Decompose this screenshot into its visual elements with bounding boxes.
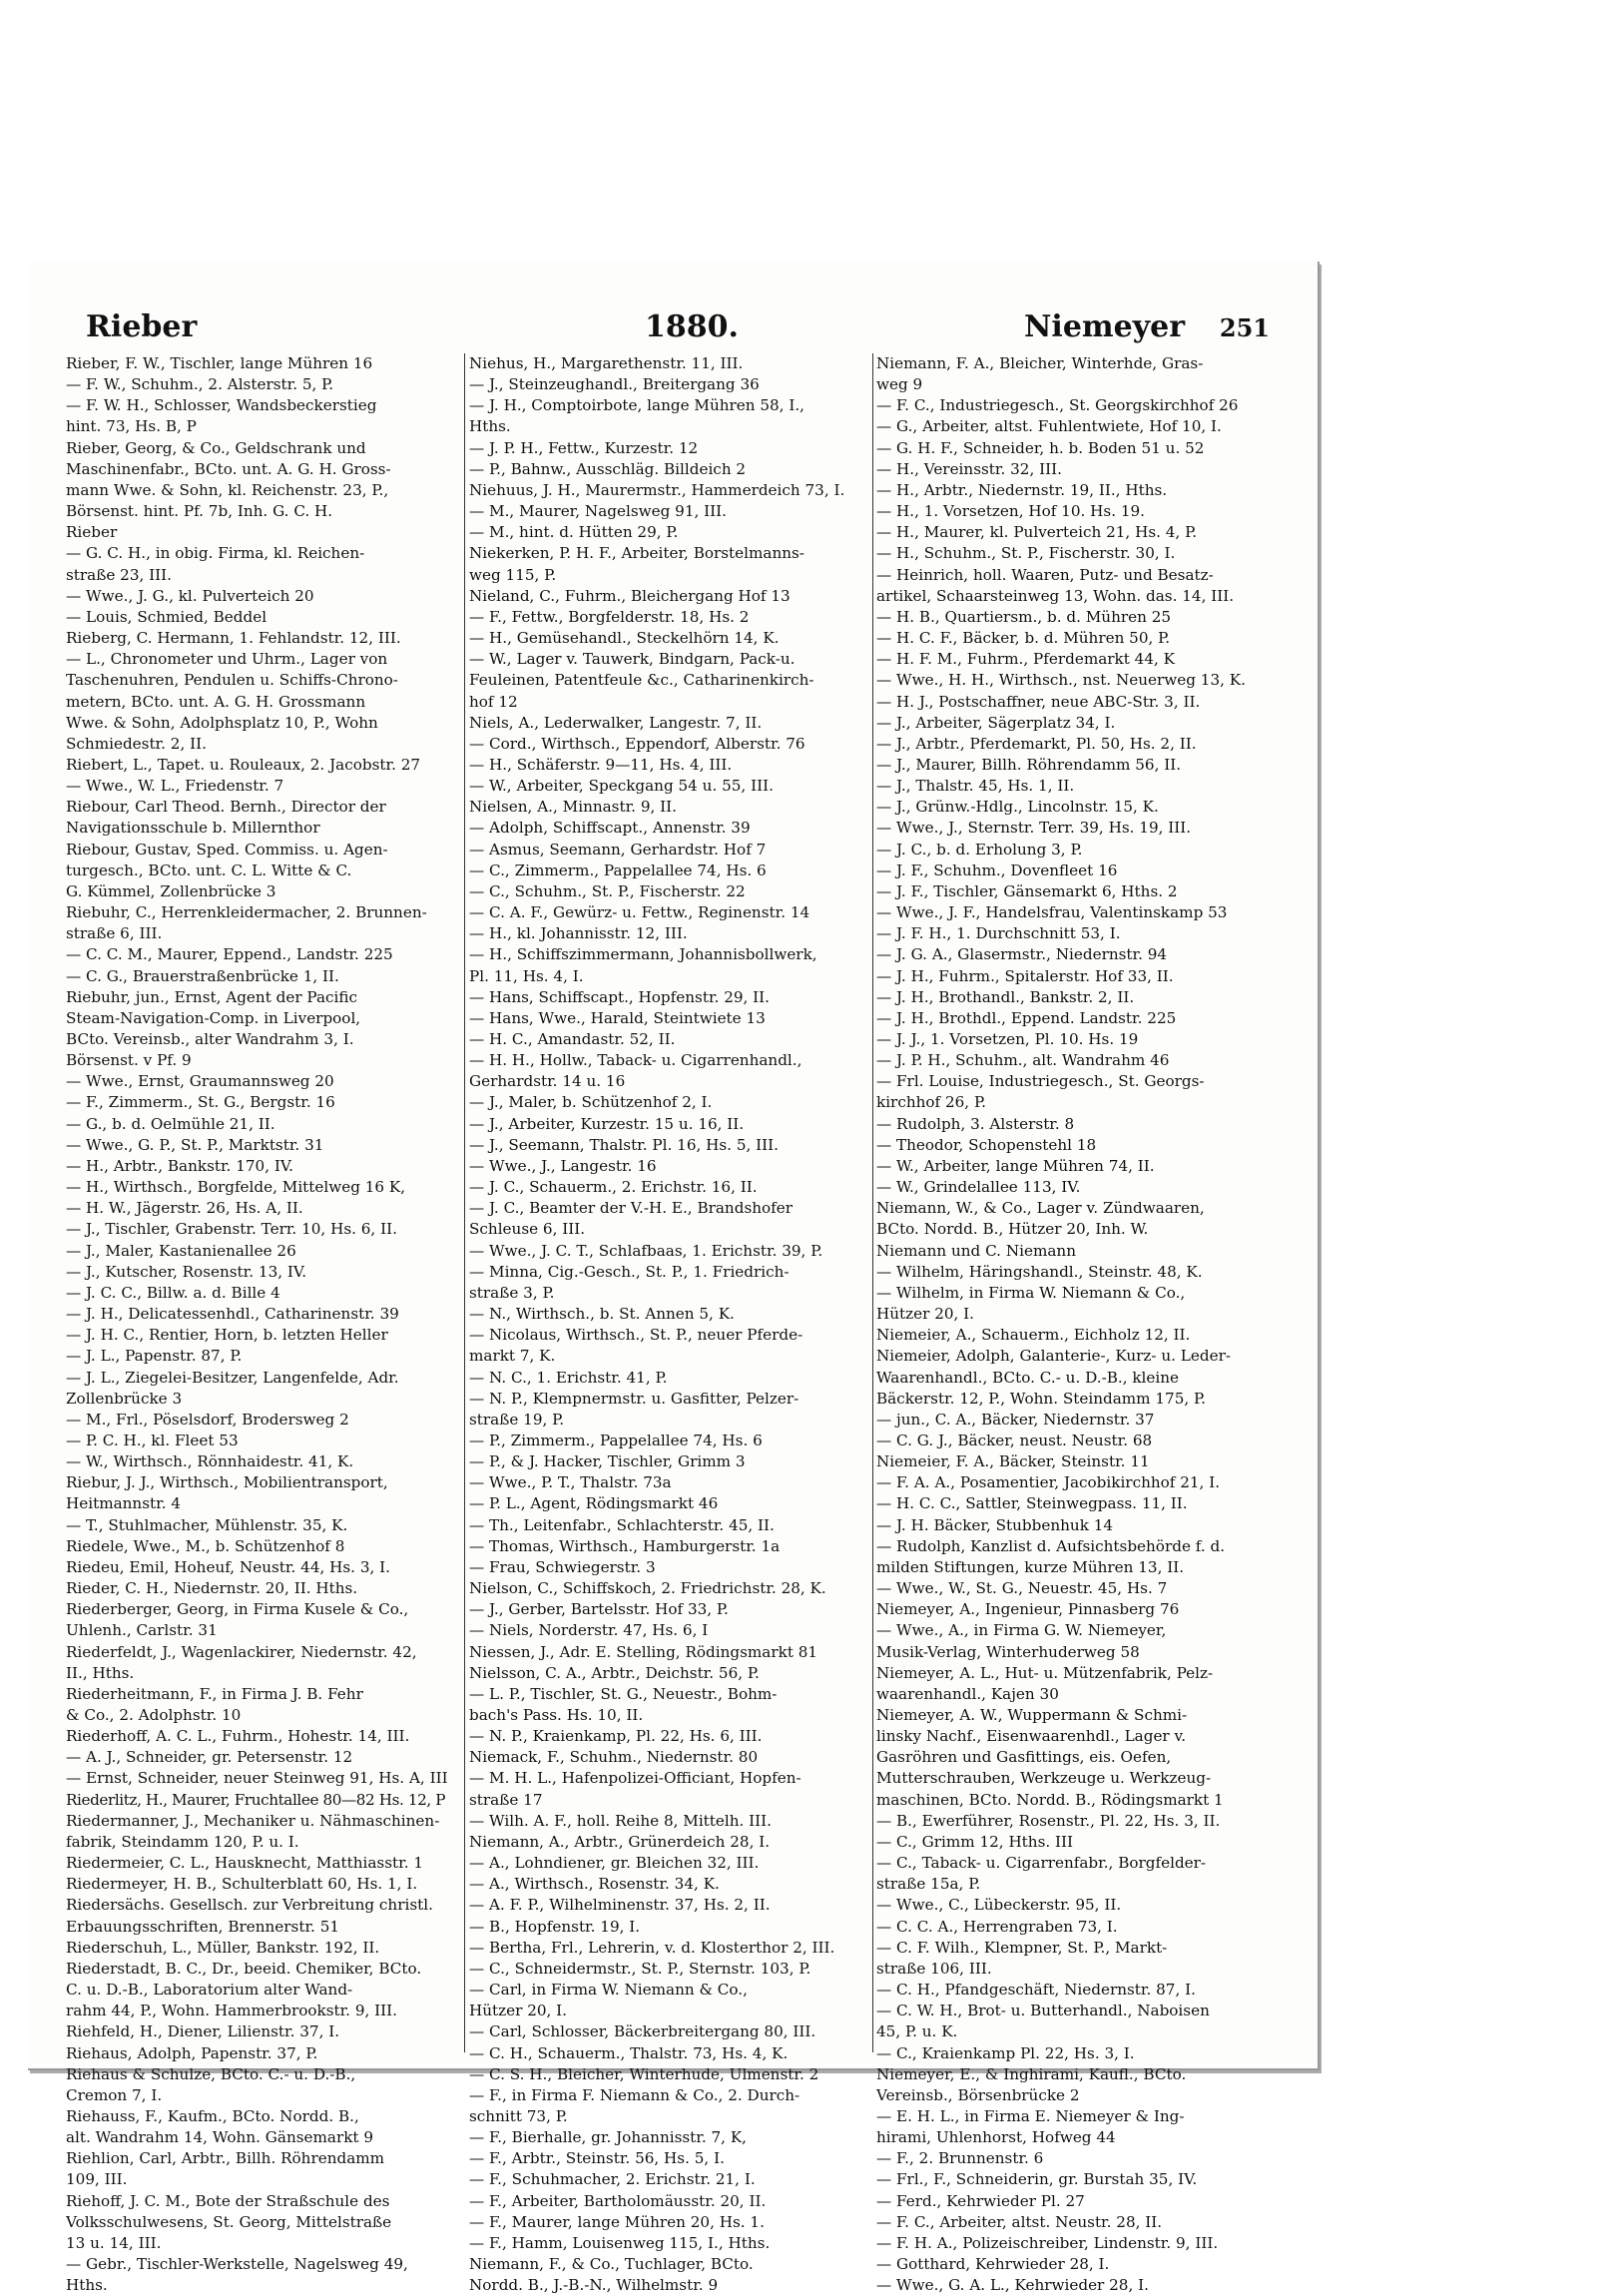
directory-entry-line: Rieber, Georg, & Co., Geldschrank und	[66, 438, 366, 457]
directory-entry-line: Niemeier, F. A., Bäcker, Steinstr. 11	[876, 1452, 1150, 1471]
directory-entry-line: — Wwe., Ernst, Graumannsweg 20	[66, 1072, 334, 1091]
directory-entry-line: Rieber	[66, 523, 118, 542]
directory-entry-line: Niemeyer, A., Ingenieur, Pinnasberg 76	[876, 1600, 1180, 1619]
directory-entry-line: Maschinenfabr., BCto. unt. A. G. H. Gross-	[66, 459, 391, 478]
directory-entry-line: Börsenst. v Pf. 9	[66, 1051, 192, 1070]
directory-entry-line: waarenhandl., Kajen 30	[876, 1684, 1059, 1703]
directory-entry-line: schnitt 73, P.	[469, 2106, 568, 2125]
directory-entry-line: — H., 1. Vorsetzen, Hof 10. Hs. 19.	[876, 502, 1146, 521]
directory-entry-line: Musik-Verlag, Winterhuderweg 58	[876, 1642, 1140, 1661]
directory-entry-line: — W., Arbeiter, Speckgang 54 u. 55, III.	[469, 777, 774, 796]
directory-entry-line: — J., Gerber, Bartelsstr. Hof 33, P.	[469, 1600, 729, 1619]
directory-entry-line: Heitmannstr. 4	[66, 1494, 182, 1513]
directory-entry-line: — Carl, Schlosser, Bäckerbreitergang 80, III.	[469, 2022, 816, 2041]
directory-entry-line: Riedele, Wwe., M., b. Schützenhof 8	[66, 1536, 345, 1555]
directory-entry-line: — J., Tischler, Grabenstr. Terr. 10, Hs. 6, II.	[66, 1220, 397, 1239]
directory-entry-line: Niemeyer, A. W., Wuppermann & Schmi-	[876, 1706, 1188, 1724]
header-left-guide-word: Rieber	[86, 309, 198, 344]
directory-entry-line: Vereinsb., Börsenbrücke 2	[876, 2085, 1080, 2104]
directory-entry-line: — Ferd., Kehrwieder Pl. 27	[876, 2191, 1085, 2210]
directory-entry-line: — H. J., Postschaffner, neue ABC-Str. 3, II.	[876, 692, 1201, 711]
directory-page	[28, 262, 1320, 2295]
directory-entry-line: — M., Frl., Pöselsdorf, Brodersweg 2	[66, 1410, 349, 1429]
directory-entry-line: turgesch., BCto. unt. C. L. Witte & C.	[66, 861, 352, 879]
directory-entry-line: — Frl. Louise, Industriegesch., St. Georgs-	[876, 1072, 1205, 1091]
directory-entry-line: 13 u. 14, III.	[66, 2233, 162, 2252]
directory-entry-line: Navigationsschule b. Millernthor	[66, 819, 320, 838]
directory-entry-line: — J., Thalstr. 45, Hs. 1, II.	[876, 777, 1075, 796]
directory-entry-line: Riebour, Carl Theod. Bernh., Director der	[66, 798, 386, 817]
directory-entry-line: C. u. D.-B., Laboratorium alter Wand-	[66, 1981, 353, 2000]
directory-entry-line: Riederlitz, H., Maurer, Fruchtallee 80—82 Hs. 12, P	[66, 1790, 446, 1809]
column-divider	[872, 353, 873, 2052]
directory-entry-line: straße 19, P.	[469, 1410, 565, 1429]
directory-entry-line: — B., Ewerführer, Rosenstr., Pl. 22, Hs. 3, II.	[876, 1811, 1221, 1830]
directory-entry-line: — C. S. H., Bleicher, Winterhude, Ulmenstr. 2	[469, 2064, 819, 2083]
directory-entry-line: Niemann, A., Arbtr., Grünerdeich 28, I.	[469, 1832, 771, 1851]
directory-entry-line: — Gotthard, Kehrwieder 28, I.	[876, 2255, 1110, 2274]
page-header	[76, 309, 1270, 345]
directory-entry-line: — J. F. H., 1. Durchschnitt 53, I.	[876, 924, 1121, 943]
directory-entry-line: — F. W. H., Schlosser, Wandsbeckerstieg	[66, 396, 377, 415]
directory-entry-line: BCto. Nordd. B., Hützer 20, Inh. W.	[876, 1220, 1149, 1239]
directory-entry-line: — P., Zimmerm., Pappelallee 74, Hs. 6	[469, 1431, 763, 1449]
directory-entry-line: — H., Schuhm., St. P., Fischerstr. 30, I.	[876, 544, 1176, 563]
directory-entry-line: — J., Seemann, Thalstr. Pl. 16, Hs. 5, III.	[469, 1135, 779, 1154]
directory-entry-line: — Wilhelm, Häringshandl., Steinstr. 48, K.	[876, 1262, 1203, 1281]
directory-entry-line: metern, BCto. unt. A. G. H. Grossmann	[66, 692, 366, 711]
directory-entry-line: G. Kümmel, Zollenbrücke 3	[66, 881, 276, 900]
directory-entry-line: — Wwe., P. T., Thalstr. 73a	[469, 1473, 672, 1492]
directory-entry-line: — C., Grimm 12, Hths. III	[876, 1832, 1074, 1851]
directory-entry-line: Schmiedestr. 2, II.	[66, 734, 207, 753]
directory-entry-line: — J. P. H., Schuhm., alt. Wandrahm 46	[876, 1051, 1170, 1070]
directory-entry-line: — W., Grindelallee 113, IV.	[876, 1178, 1081, 1197]
directory-entry-line: — J. L., Papenstr. 87, P.	[66, 1347, 243, 1366]
directory-entry-line: Niekerken, P. H. F., Arbeiter, Borstelmanns-	[469, 544, 804, 563]
directory-entry-line: — Th., Leitenfabr., Schlachterstr. 45, II.	[469, 1515, 775, 1534]
directory-entry-line: — M., hint. d. Hütten 29, P.	[469, 523, 679, 542]
directory-entry-line: Gerhardstr. 14 u. 16	[469, 1072, 626, 1091]
directory-entry-line: — Wwe., J., Sternstr. Terr. 39, Hs. 19, III.	[876, 819, 1192, 838]
directory-entry-line: — J. C., b. d. Erholung 3, P.	[876, 840, 1083, 859]
directory-entry-line: Wwe. & Sohn, Adolphsplatz 10, P., Wohn	[66, 713, 378, 732]
directory-entry-line: — J. H., Brothandl., Bankstr. 2, II.	[876, 987, 1135, 1006]
directory-entry-line: hirami, Uhlenhorst, Hofweg 44	[876, 2128, 1116, 2147]
directory-entry-line: Riebuhr, C., Herrenkleidermacher, 2. Brunnen-	[66, 903, 427, 922]
directory-entry-line: straße 3, P.	[469, 1283, 555, 1302]
directory-entry-line: — J. C. C., Billw. a. d. Bille 4	[66, 1283, 280, 1302]
directory-entry-line: Niessen, J., Adr. E. Stelling, Rödingsmarkt 81	[469, 1642, 818, 1661]
directory-entry-line: Riederberger, Georg, in Firma Kusele & Co.,	[66, 1600, 409, 1619]
directory-entry-line: Riederheitmann, F., in Firma J. B. Fehr	[66, 1684, 363, 1703]
directory-entry-line: — C., Schneidermstr., St. P., Sternstr. 103, P.	[469, 1959, 811, 1978]
directory-entry-line: — Wwe., W., St. G., Neuestr. 45, Hs. 7	[876, 1579, 1168, 1598]
directory-entry-line: weg 115, P.	[469, 565, 557, 584]
directory-entry-line: — Rudolph, 3. Alsterstr. 8	[876, 1114, 1075, 1133]
directory-entry-line: — P. C. H., kl. Fleet 53	[66, 1431, 239, 1449]
directory-entry-line: Nordd. B., J.-B.-N., Wilhelmstr. 9	[469, 2276, 719, 2295]
directory-entry-line: — A., Lohndiener, gr. Bleichen 32, III.	[469, 1854, 760, 1873]
directory-entry-line: — H. H., Hollw., Taback- u. Cigarrenhandl.,	[469, 1051, 802, 1070]
directory-entry-line: — G. C. H., in obig. Firma, kl. Reichen-	[66, 544, 365, 563]
directory-entry-line: Riedermeier, C. L., Hausknecht, Matthiasstr. 1	[66, 1854, 424, 1873]
directory-entry-line: artikel, Schaarsteinweg 13, Wohn. das. 14, III.	[876, 586, 1235, 605]
directory-entry-line: — W., Lager v. Tauwerk, Bindgarn, Pack-u.	[469, 650, 796, 669]
directory-entry-line: Cremon 7, I.	[66, 2085, 163, 2104]
directory-entry-line: — C., Kraienkamp Pl. 22, Hs. 3, I.	[876, 2043, 1135, 2062]
directory-entry-line: — P. L., Agent, Rödingsmarkt 46	[469, 1494, 719, 1513]
column-2	[469, 353, 868, 2296]
directory-entry-line: — Thomas, Wirthsch., Hamburgerstr. 1a	[469, 1536, 781, 1555]
directory-entry-line: — A. J., Schneider, gr. Petersenstr. 12	[66, 1748, 353, 1767]
directory-entry-line: Niels, A., Lederwalker, Langestr. 7, II.	[469, 713, 763, 732]
directory-entry-line: straße 15a, P.	[876, 1875, 981, 1894]
directory-entry-line: Riedermanner, J., Mechaniker u. Nähmaschinen-	[66, 1811, 440, 1830]
directory-entry-line: markt 7, K.	[469, 1347, 556, 1366]
directory-entry-line: hint. 73, Hs. B, P	[66, 417, 197, 436]
directory-entry-line: — Frau, Schwiegerstr. 3	[469, 1557, 656, 1576]
directory-entry-line: — M. H. L., Hafenpolizei-Officiant, Hopfen-	[469, 1769, 801, 1788]
directory-entry-line: — C. A. F., Gewürz- u. Fettw., Reginenstr. 14	[469, 903, 810, 922]
directory-entry-line: Uhlenh., Carlstr. 31	[66, 1621, 218, 1640]
directory-entry-line: — Rudolph, Kanzlist d. Aufsichtsbehörde f. d.	[876, 1536, 1226, 1555]
directory-entry-line: — Wwe., G. P., St. P., Marktstr. 31	[66, 1135, 324, 1154]
directory-entry-line: kirchhof 26, P.	[876, 1093, 986, 1112]
directory-entry-line: — G., b. d. Oelmühle 21, II.	[66, 1114, 275, 1133]
directory-entry-line: Riehoff, J. C. M., Bote der Straßschule des	[66, 2191, 390, 2210]
directory-entry-line: — J. F., Tischler, Gänsemarkt 6, Hths. 2	[876, 881, 1178, 900]
directory-entry-line: Riedeu, Emil, Hoheuf, Neustr. 44, Hs. 3, I.	[66, 1557, 390, 1576]
directory-entry-line: Zollenbrücke 3	[66, 1389, 183, 1408]
directory-entry-line: — J. C., Schauerm., 2. Erichstr. 16, II.	[469, 1178, 758, 1197]
directory-entry-line: — J., Arbeiter, Sägerplatz 34, I.	[876, 713, 1116, 732]
directory-entry-line: — G., Arbeiter, altst. Fuhlentwiete, Hof 10, I.	[876, 417, 1222, 436]
directory-entry-line: Niemeyer, E., & Inghirami, Kaufl., BCto.	[876, 2064, 1187, 2083]
directory-entry-line: Taschenuhren, Pendulen u. Schiffs-Chrono-	[66, 671, 398, 690]
directory-entry-line: straße 23, III.	[66, 565, 172, 584]
directory-entry-line: Riehaus, Adolph, Papenstr. 37, P.	[66, 2043, 318, 2062]
directory-entry-line: — H. W., Jägerstr. 26, Hs. A, II.	[66, 1199, 303, 1218]
directory-entry-line: weg 9	[876, 375, 923, 394]
directory-entry-line: — F., Maurer, lange Mühren 20, Hs. 1.	[469, 2212, 765, 2231]
directory-entry-line: — Theodor, Schopenstehl 18	[876, 1135, 1097, 1154]
column-1	[66, 353, 460, 2296]
directory-entry-line: — Wwe., C., Lübeckerstr. 95, II.	[876, 1896, 1122, 1915]
directory-entry-line: Niemann, F., & Co., Tuchlager, BCto.	[469, 2255, 754, 2274]
directory-entry-line: rahm 44, P., Wohn. Hammerbrookstr. 9, III.	[66, 2002, 397, 2020]
directory-entry-line: — Wwe., J. F., Handelsfrau, Valentinskamp 53	[876, 903, 1228, 922]
directory-entry-line: Niemack, F., Schuhm., Niedernstr. 80	[469, 1748, 759, 1767]
directory-entry-line: Nielson, C., Schiffskoch, 2. Friedrichstr. 28, K.	[469, 1579, 826, 1598]
directory-entry-line: Hths.	[66, 2276, 108, 2295]
directory-entry-line: II., Hths.	[66, 1663, 135, 1682]
directory-entry-line: Niemann, W., & Co., Lager v. Zündwaaren,	[876, 1199, 1205, 1218]
directory-entry-line: Riedermeyer, H. B., Schulterblatt 60, Hs. 1, I.	[66, 1875, 418, 1894]
directory-entry-line: fabrik, Steindamm 120, P. u. I.	[66, 1832, 299, 1851]
directory-entry-line: — C. H., Schauerm., Thalstr. 73, Hs. 4, K.	[469, 2043, 789, 2062]
directory-entry-line: — N. C., 1. Erichstr. 41, P.	[469, 1368, 668, 1387]
directory-entry-line: Nielsen, A., Minnastr. 9, II.	[469, 798, 677, 817]
directory-entry-line: — F., Bierhalle, gr. Johannisstr. 7, K,	[469, 2128, 748, 2147]
directory-entry-line: — Gebr., Tischler-Werkstelle, Nagelsweg 49,	[66, 2255, 408, 2274]
directory-entry-line: maschinen, BCto. Nordd. B., Rödingsmarkt 1	[876, 1790, 1224, 1809]
directory-entry-line: — Carl, in Firma W. Niemann & Co.,	[469, 1981, 748, 2000]
directory-entry-line: — Hans, Wwe., Harald, Steintwiete 13	[469, 1008, 766, 1027]
directory-entry-line: — G. H. F., Schneider, h. b. Boden 51 u. 52	[876, 438, 1205, 457]
directory-entry-line: — C. F. Wilh., Klempner, St. P., Markt-	[876, 1938, 1168, 1957]
directory-entry-line: — M., Maurer, Nagelsweg 91, III.	[469, 502, 727, 521]
directory-entry-line: — J. L., Ziegelei-Besitzer, Langenfelde, Adr.	[66, 1368, 399, 1387]
directory-entry-line: Riebuhr, jun., Ernst, Agent der Pacific	[66, 987, 358, 1006]
directory-entry-line: — H., Vereinsstr. 32, III.	[876, 459, 1062, 478]
directory-entry-line: — T., Stuhlmacher, Mühlenstr. 35, K.	[66, 1515, 348, 1534]
directory-entry-line: — H., kl. Johannisstr. 12, III.	[469, 924, 688, 943]
directory-entry-line: — J., Arbeiter, Kurzestr. 15 u. 16, II.	[469, 1114, 745, 1133]
directory-entry-line: Riederschuh, L., Müller, Bankstr. 192, II.	[66, 1938, 380, 1957]
directory-entry-line: — J., Kutscher, Rosenstr. 13, IV.	[66, 1262, 307, 1281]
directory-entry-line: Pl. 11, Hs. 4, I.	[469, 966, 584, 985]
header-right-guide-word: Niemeyer	[1024, 309, 1186, 344]
directory-entry-line: Riehfeld, H., Diener, Lilienstr. 37, I.	[66, 2022, 340, 2041]
directory-entry-line: — F., Schuhmacher, 2. Erichstr. 21, I.	[469, 2170, 756, 2189]
directory-entry-line: — N. P., Klempnermstr. u. Gasfitter, Pelzer-	[469, 1389, 799, 1408]
directory-entry-line: Nieland, C., Fuhrm., Bleichergang Hof 13	[469, 586, 791, 605]
directory-entry-line: — P., & J. Hacker, Tischler, Grimm 3	[469, 1452, 746, 1471]
directory-entry-line: — C. C. M., Maurer, Eppend., Landstr. 225	[66, 945, 393, 964]
directory-entry-line: Rieberg, C. Hermann, 1. Fehlandstr. 12, III.	[66, 629, 401, 648]
directory-entry-line: — W., Arbeiter, lange Mühren 74, II.	[876, 1156, 1155, 1175]
column-divider	[464, 353, 465, 2052]
directory-entry-line: Niehus, H., Margarethenstr. 11, III.	[469, 354, 744, 372]
directory-entry-line: — P., Bahnw., Ausschläg. Billdeich 2	[469, 459, 747, 478]
directory-entry-line: Riebert, L., Tapet. u. Rouleaux, 2. Jacobstr. 27	[66, 755, 421, 774]
directory-entry-line: — J., Grünw.-Hdlg., Lincolnstr. 15, K.	[876, 798, 1159, 817]
directory-entry-line: Riehauss, F., Kaufm., BCto. Nordd. B.,	[66, 2106, 359, 2125]
directory-entry-line: — N. P., Kraienkamp, Pl. 22, Hs. 6, III.	[469, 1727, 763, 1746]
directory-entry-line: Mutterschrauben, Werkzeuge u. Werkzeug-	[876, 1769, 1212, 1788]
directory-entry-line: BCto. Vereinsb., alter Wandrahm 3, I.	[66, 1030, 354, 1048]
directory-entry-line: — Wwe., A., in Firma G. W. Niemeyer,	[876, 1621, 1167, 1640]
directory-entry-line: Riebour, Gustav, Sped. Commiss. u. Agen-	[66, 840, 388, 859]
directory-entry-line: Niemeyer, A. L., Hut- u. Mützenfabrik, Pelz-	[876, 1663, 1214, 1682]
directory-entry-line: — C. W. H., Brot- u. Butterhandl., Naboisen	[876, 2002, 1210, 2020]
directory-entry-line: Erbauungsschriften, Brennerstr. 51	[66, 1917, 340, 1936]
directory-entry-line: — jun., C. A., Bäcker, Niedernstr. 37	[876, 1410, 1155, 1429]
directory-entry-line: bach's Pass. Hs. 10, II.	[469, 1706, 644, 1724]
directory-entry-line: — F., Hamm, Louisenweg 115, I., Hths.	[469, 2233, 771, 2252]
directory-entry-line: — C., Taback- u. Cigarrenfabr., Borgfelder-	[876, 1854, 1207, 1873]
directory-entry-line: Hths.	[469, 417, 511, 436]
directory-entry-line: — F., Arbeiter, Bartholomäusstr. 20, II.	[469, 2191, 767, 2210]
directory-entry-line: — H., Wirthsch., Borgfelde, Mittelweg 16 K,	[66, 1178, 406, 1197]
directory-entry-line: Bäckerstr. 12, P., Wohn. Steindamm 175, P.	[876, 1389, 1207, 1408]
directory-entry-line: — C. G. J., Bäcker, neust. Neustr. 68	[876, 1431, 1153, 1449]
directory-entry-line: — H. F. M., Fuhrm., Pferdemarkt 44, K	[876, 650, 1175, 669]
directory-entry-line: Börsenst. hint. Pf. 7b, Inh. G. C. H.	[66, 502, 333, 521]
directory-entry-line: — F., 2. Brunnenstr. 6	[876, 2149, 1044, 2168]
directory-entry-line: straße 106, III.	[876, 1959, 992, 1978]
directory-entry-line: — J. H., Delicatessenhdl., Catharinenstr. 39	[66, 1305, 399, 1324]
directory-entry-line: Rieber, F. W., Tischler, lange Mühren 16	[66, 354, 373, 372]
directory-entry-line: — Bertha, Frl., Lehrerin, v. d. Klosterthor 2, III.	[469, 1938, 835, 1957]
directory-entry-line: — Heinrich, holl. Waaren, Putz- und Besatz-	[876, 565, 1214, 584]
directory-entry-line: — J., Maurer, Billh. Röhrendamm 56, II.	[876, 755, 1182, 774]
directory-entry-line: — N., Wirthsch., b. St. Annen 5, K.	[469, 1305, 735, 1324]
directory-entry-line: — J. P. H., Fettw., Kurzestr. 12	[469, 438, 699, 457]
directory-entry-line: — Wwe., H. H., Wirthsch., nst. Neuerweg 13, K.	[876, 671, 1246, 690]
directory-entry-line: 109, III.	[66, 2170, 128, 2189]
directory-entry-line: — Asmus, Seemann, Gerhardstr. Hof 7	[469, 840, 767, 859]
directory-entry-line: — H., Gemüsehandl., Steckelhörn 14, K.	[469, 629, 780, 648]
directory-entry-line: Nielsson, C. A., Arbtr., Deichstr. 56, P.	[469, 1663, 760, 1682]
directory-entry-line: Riehlion, Carl, Arbtr., Billh. Röhrendamm	[66, 2149, 385, 2168]
directory-entry-line: Hützer 20, I.	[876, 1305, 975, 1324]
directory-entry-line: Riederfeldt, J., Wagenlackirer, Niedernstr. 42,	[66, 1642, 417, 1661]
directory-entry-line: Riederstadt, B. C., Dr., beeid. Chemiker, BCto.	[66, 1959, 422, 1978]
directory-entry-line: — F., Fettw., Borgfelderstr. 18, Hs. 2	[469, 607, 750, 626]
directory-entry-line: — W., Wirthsch., Rönnhaidestr. 41, K.	[66, 1452, 354, 1471]
directory-entry-line: — J. J., 1. Vorsetzen, Pl. 10. Hs. 19	[876, 1030, 1139, 1048]
directory-entry-line: — J., Maler, b. Schützenhof 2, I.	[469, 1093, 713, 1112]
page-number: 251	[1219, 313, 1270, 342]
directory-entry-line: Rieder, C. H., Niedernstr. 20, II. Hths.	[66, 1579, 358, 1598]
directory-entry-line: — C., Schuhm., St. P., Fischerstr. 22	[469, 881, 746, 900]
directory-entry-line: — J. H., Brothdl., Eppend. Landstr. 225	[876, 1008, 1177, 1027]
directory-entry-line: — J. F., Schuhm., Dovenfleet 16	[876, 861, 1118, 879]
directory-entry-line: mann Wwe. & Sohn, kl. Reichenstr. 23, P.,	[66, 480, 389, 499]
directory-entry-line: — L. P., Tischler, St. G., Neuestr., Bohm-	[469, 1684, 778, 1703]
directory-entry-line: straße 6, III.	[66, 924, 163, 943]
directory-entry-line: Volksschulwesens, St. Georg, Mittelstraße	[66, 2212, 392, 2231]
directory-entry-line: Niehuus, J. H., Maurermstr., Hammerdeich 73, I.	[469, 480, 845, 499]
directory-entry-line: Gasröhren und Gasfittings, eis. Oefen,	[876, 1748, 1172, 1767]
column-3	[876, 353, 1278, 2296]
directory-entry-line: Schleuse 6, III.	[469, 1220, 586, 1239]
directory-entry-line: — Wwe., W. L., Friedenstr. 7	[66, 777, 284, 796]
directory-entry-line: Riederhoff, A. C. L., Fuhrm., Hohestr. 14, III.	[66, 1727, 410, 1746]
directory-entry-line: 45, P. u. K.	[876, 2022, 958, 2041]
directory-entry-line: — Wilhelm, in Firma W. Niemann & Co.,	[876, 1283, 1186, 1302]
directory-entry-line: — B., Hopfenstr. 19, I.	[469, 1917, 641, 1936]
directory-entry-line: Feuleinen, Patentfeule &c., Catharinenkirch-	[469, 671, 814, 690]
directory-entry-line: — A., Wirthsch., Rosenstr. 34, K.	[469, 1875, 720, 1894]
directory-entry-line: Niemeier, A., Schauerm., Eichholz 12, II.	[876, 1326, 1191, 1345]
directory-entry-line: Steam-Navigation-Comp. in Liverpool,	[66, 1008, 361, 1027]
directory-entry-line: — F. W., Schuhm., 2. Alsterstr. 5, P.	[66, 375, 334, 394]
directory-entry-line: — J., Steinzeughandl., Breitergang 36	[469, 375, 760, 394]
directory-entry-line: — Wilh. A. F., holl. Reihe 8, Mittelh. III.	[469, 1811, 772, 1830]
directory-entry-line: — Frl., F., Schneiderin, gr. Burstah 35, IV.	[876, 2170, 1198, 2189]
directory-entry-line: Waarenhandl., BCto. C.- u. D.-B., kleine	[876, 1368, 1180, 1387]
directory-entry-line: & Co., 2. Adolphstr. 10	[66, 1706, 242, 1724]
directory-entry-line: — J. H. C., Rentier, Horn, b. letzten Heller	[66, 1326, 388, 1345]
directory-entry-line: Niemeier, Adolph, Galanterie-, Kurz- u. Leder-	[876, 1347, 1231, 1366]
directory-entry-line: — L., Chronometer und Uhrm., Lager von	[66, 650, 388, 669]
directory-entry-line: — C., Zimmerm., Pappelallee 74, Hs. 6	[469, 861, 767, 879]
directory-entry-line: — Minna, Cig.-Gesch., St. P., 1. Friedrich-	[469, 1262, 790, 1281]
directory-entry-line: alt. Wandrahm 14, Wohn. Gänsemarkt 9	[66, 2128, 374, 2147]
directory-entry-line: Hützer 20, I.	[469, 2002, 568, 2020]
directory-entry-line: — C. C. A., Herrengraben 73, I.	[876, 1917, 1118, 1936]
directory-entry-line: linsky Nachf., Eisenwaarenhdl., Lager v.	[876, 1727, 1187, 1746]
directory-entry-line: Riehaus & Schulze, BCto. C.- u. D.-B.,	[66, 2064, 356, 2083]
directory-entry-line: — A. F. P., Wilhelminenstr. 37, Hs. 2, II.	[469, 1896, 771, 1915]
directory-entry-line: — Wwe., J., Langestr. 16	[469, 1156, 657, 1175]
directory-entry-line: — Niels, Norderstr. 47, Hs. 6, I	[469, 1621, 709, 1640]
directory-entry-line: — J. H., Fuhrm., Spitalerstr. Hof 33, II.	[876, 966, 1174, 985]
directory-entry-line: straße 17	[469, 1790, 543, 1809]
directory-entry-line: — H., Arbtr., Niedernstr. 19, II., Hths.	[876, 480, 1168, 499]
directory-entry-line: — H., Schiffszimmermann, Johannisbollwerk,	[469, 945, 817, 964]
directory-entry-line: — Nicolaus, Wirthsch., St. P., neuer Pferde-	[469, 1326, 803, 1345]
directory-entry-line: — F. C., Arbeiter, altst. Neustr. 28, II.	[876, 2212, 1163, 2231]
header-year: 1880.	[645, 309, 739, 344]
directory-entry-line: Niemann, F. A., Bleicher, Winterhde, Gras-	[876, 354, 1204, 372]
directory-entry-line: — Wwe., J. C. T., Schlafbaas, 1. Erichstr. 39, P.	[469, 1241, 823, 1260]
directory-entry-line: Niemann und C. Niemann	[876, 1241, 1076, 1260]
directory-entry-line: — E. H. L., in Firma E. Niemeyer & Ing-	[876, 2106, 1185, 2125]
directory-entry-line: — H., Arbtr., Bankstr. 170, IV.	[66, 1156, 293, 1175]
directory-entry-line: — J. H. Bäcker, Stubbenhuk 14	[876, 1515, 1114, 1534]
directory-entry-line: — F., in Firma F. Niemann & Co., 2. Durch-	[469, 2085, 800, 2104]
directory-entry-line: — H. C. F., Bäcker, b. d. Mühren 50, P.	[876, 629, 1171, 648]
directory-entry-line: — J. H., Comptoirbote, lange Mühren 58, I.,	[469, 396, 805, 415]
directory-entry-line: — H. C., Amandastr. 52, II.	[469, 1030, 676, 1048]
directory-entry-line: hof 12	[469, 692, 518, 711]
directory-entry-line: — F., Zimmerm., St. G., Bergstr. 16	[66, 1093, 335, 1112]
directory-entry-line: — F. A. A., Posamentier, Jacobikirchhof 21, I.	[876, 1473, 1221, 1492]
directory-entry-line: — F. H. A., Polizeischreiber, Lindenstr. 9, III.	[876, 2233, 1219, 2252]
directory-entry-line: — J. C., Beamter der V.-H. E., Brandshofer	[469, 1199, 794, 1218]
directory-entry-line: — H., Maurer, kl. Pulverteich 21, Hs. 4, P.	[876, 523, 1198, 542]
directory-entry-line: — Louis, Schmied, Beddel	[66, 607, 267, 626]
directory-entry-line: — J., Maler, Kastanienallee 26	[66, 1241, 296, 1260]
directory-entry-line: — F., Arbtr., Steinstr. 56, Hs. 5, I.	[469, 2149, 725, 2168]
directory-entry-line: — Hans, Schiffscapt., Hopfenstr. 29, II.	[469, 987, 770, 1006]
directory-entry-line: Riebur, J. J., Wirthsch., Mobilientransport,	[66, 1473, 388, 1492]
directory-entry-line: milden Stiftungen, kurze Mühren 13, II.	[876, 1557, 1185, 1576]
directory-entry-line: — Cord., Wirthsch., Eppendorf, Alberstr. 76	[469, 734, 805, 753]
directory-entry-line: — C. G., Brauerstraßenbrücke 1, II.	[66, 966, 339, 985]
directory-entry-line: — Adolph, Schiffscapt., Annenstr. 39	[469, 819, 751, 838]
directory-entry-line: — C. H., Pfandgeschäft, Niedernstr. 87, I.	[876, 1981, 1196, 2000]
directory-entry-line: — J., Arbtr., Pferdemarkt, Pl. 50, Hs. 2, II.	[876, 734, 1197, 753]
directory-entry-line: — Ernst, Schneider, neuer Steinweg 91, Hs. A, III	[66, 1769, 448, 1788]
directory-entry-line: — H. B., Quartiersm., b. d. Mühren 25	[876, 607, 1172, 626]
directory-entry-line: Riedersächs. Gesellsch. zur Verbreitung christl.	[66, 1896, 433, 1915]
directory-entry-line: — J. G. A., Glasermstr., Niedernstr. 94	[876, 945, 1168, 964]
directory-entry-line: — Wwe., G. A. L., Kehrwieder 28, I.	[876, 2276, 1149, 2295]
directory-entry-line: — H., Schäferstr. 9—11, Hs. 4, III.	[469, 755, 733, 774]
directory-entry-line: — F. C., Industriegesch., St. Georgskirchhof 26	[876, 396, 1239, 415]
directory-entry-line: — H. C. C., Sattler, Steinwegpass. 11, II.	[876, 1494, 1188, 1513]
directory-entry-line: — Wwe., J. G., kl. Pulverteich 20	[66, 586, 314, 605]
